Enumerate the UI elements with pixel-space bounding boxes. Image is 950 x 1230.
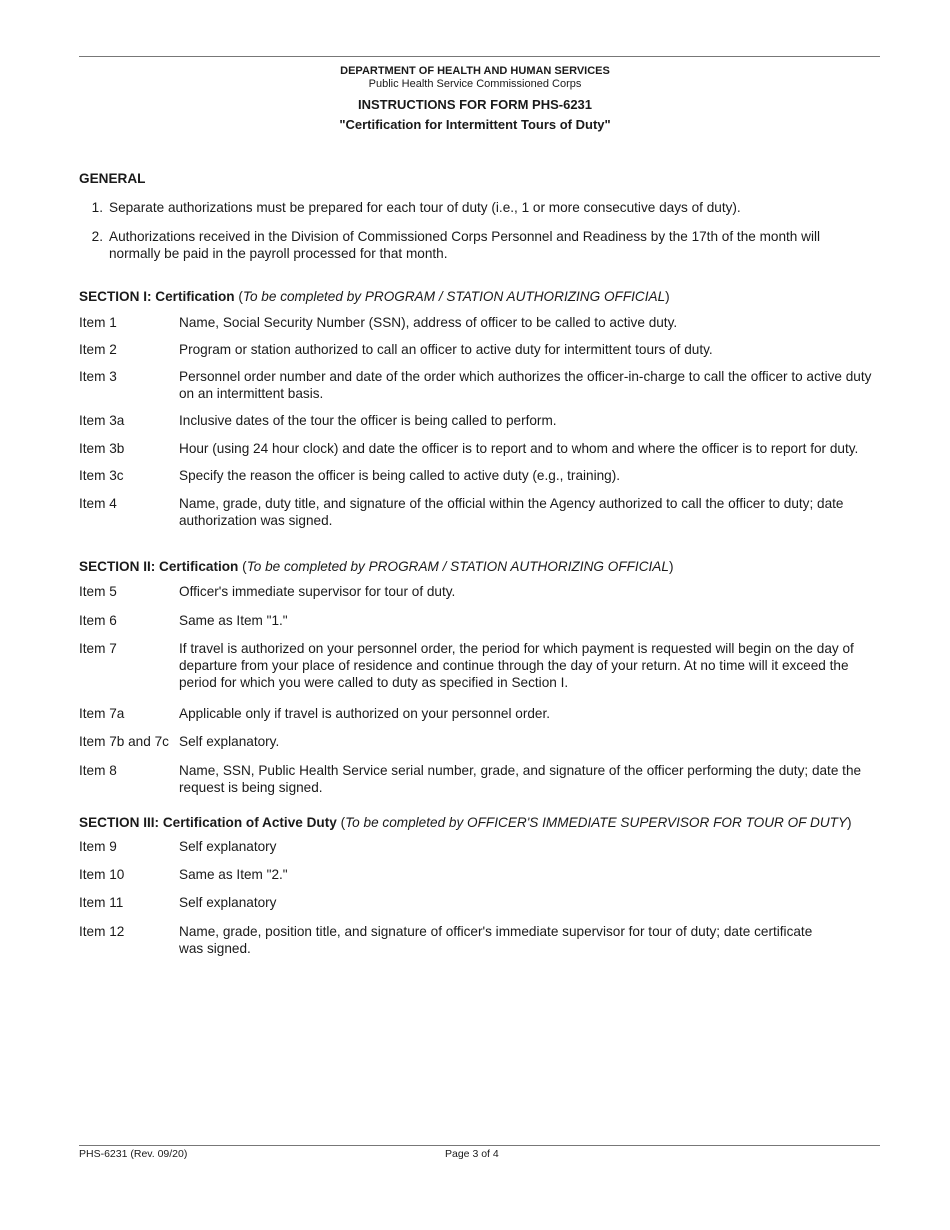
item-label: Item 7b and 7c bbox=[79, 734, 169, 749]
item-description: Personnel order number and date of the order which authorizes the officer-in-charge to call the officer to active duty on an intermittent basis. bbox=[179, 369, 872, 401]
item-description: Name, grade, duty title, and signature of the official within the Agency authorized to call the officer to duty; date authorization was signed. bbox=[179, 496, 844, 528]
item-description: Officer's immediate supervisor for tour of duty. bbox=[179, 584, 456, 599]
general-item bbox=[79, 228, 859, 262]
instruction-row bbox=[79, 467, 894, 484]
item-label: Item 11 bbox=[79, 895, 124, 910]
section-1-note: To be completed by PROGRAM / STATION AUTHORIZING OFFICIAL bbox=[242, 289, 666, 304]
item-label: Item 3c bbox=[79, 468, 124, 483]
instruction-row bbox=[79, 412, 894, 429]
form-subtitle: "Certification for Intermittent Tours of Duty" bbox=[339, 117, 611, 132]
item-label: Item 5 bbox=[79, 584, 117, 599]
item-description: Self explanatory bbox=[179, 839, 277, 854]
item-label: Item 10 bbox=[79, 867, 125, 882]
item-label: Item 4 bbox=[79, 496, 117, 511]
item-label: Item 9 bbox=[79, 839, 117, 854]
instruction-row bbox=[79, 923, 839, 957]
section-3-note: To be completed by OFFICER'S IMMEDIATE SUPERVISOR FOR TOUR OF DUTY bbox=[345, 815, 848, 830]
item-description: Same as Item "1." bbox=[179, 613, 288, 628]
instruction-row bbox=[79, 733, 894, 750]
item-description: Name, grade, position title, and signature of officer's immediate supervisor for tour of duty; date certificate was signed. bbox=[179, 924, 813, 956]
bottom-rule bbox=[79, 1145, 880, 1146]
section-1-close-paren: ) bbox=[665, 289, 670, 304]
instruction-row bbox=[79, 495, 874, 529]
section-2-note: To be completed by PROGRAM / STATION AUTHORIZING OFFICIAL bbox=[246, 559, 669, 574]
item-description: Self explanatory bbox=[179, 895, 277, 910]
instruction-row bbox=[79, 866, 894, 883]
item-label: Item 12 bbox=[79, 924, 125, 939]
item-label: Item 3 bbox=[79, 369, 117, 384]
instruction-row bbox=[79, 705, 894, 722]
form-number: PHS-6231 (Rev. 09/20) bbox=[79, 1148, 188, 1160]
item-description: Applicable only if travel is authorized on your personnel order. bbox=[179, 706, 551, 721]
item-label: Item 3a bbox=[79, 413, 125, 428]
general-item-number: 2. bbox=[91, 229, 103, 244]
instruction-row bbox=[79, 368, 874, 402]
section-1-open-paren: ( bbox=[234, 289, 243, 304]
instruction-row bbox=[79, 838, 894, 855]
agency-name: Public Health Service Commissioned Corps bbox=[368, 78, 582, 90]
page-number: Page 3 of 4 bbox=[445, 1148, 499, 1160]
section-2-open-paren: ( bbox=[238, 559, 247, 574]
item-description: Name, SSN, Public Health Service serial number, grade, and signature of the officer performing the duty; date the request is being signed. bbox=[179, 763, 862, 795]
instruction-row bbox=[79, 612, 894, 629]
instruction-row bbox=[79, 762, 869, 796]
section-3-open-paren: ( bbox=[336, 815, 346, 830]
instruction-row bbox=[79, 640, 879, 691]
item-description: Same as Item "2." bbox=[179, 867, 288, 882]
section-3-title: SECTION III: Certification of Active Duty bbox=[79, 815, 337, 830]
item-description: If travel is authorized on your personnel order, the period for which payment is requested will begin on the day of departure from your place of residence and continue through the day of your return. At no time will it exceed the period for which you were called to duty as specified in Section I. bbox=[179, 641, 854, 690]
instruction-row bbox=[79, 894, 894, 911]
general-heading: GENERAL bbox=[79, 171, 146, 186]
item-description: Name, Social Security Number (SSN), address of officer to be called to active duty. bbox=[179, 315, 678, 330]
item-description: Program or station authorized to call an officer to active duty for intermittent tours of duty. bbox=[179, 342, 713, 357]
top-rule bbox=[79, 56, 880, 57]
item-description: Specify the reason the officer is being called to active duty (e.g., training). bbox=[179, 468, 621, 483]
instruction-row bbox=[79, 583, 894, 600]
general-item-text: Separate authorizations must be prepared for each tour of duty (i.e., 1 or more consecutive days of duty). bbox=[109, 200, 741, 215]
section-3-heading bbox=[79, 814, 852, 831]
item-label: Item 3b bbox=[79, 441, 125, 456]
item-label: Item 7a bbox=[79, 706, 125, 721]
item-description: Inclusive dates of the tour the officer is being called to perform. bbox=[179, 413, 557, 428]
general-item bbox=[79, 199, 880, 216]
instruction-row bbox=[79, 341, 894, 358]
section-3-close-paren: ) bbox=[847, 815, 852, 830]
instruction-row bbox=[79, 440, 899, 457]
item-label: Item 2 bbox=[79, 342, 117, 357]
section-1-heading bbox=[79, 288, 670, 305]
item-description: Self explanatory. bbox=[179, 734, 280, 749]
section-1-title: SECTION I: Certification bbox=[79, 289, 235, 304]
general-item-number: 1. bbox=[91, 200, 103, 215]
form-header bbox=[0, 64, 950, 133]
section-2-heading bbox=[79, 558, 673, 575]
item-label: Item 8 bbox=[79, 763, 117, 778]
section-2-title: SECTION II: Certification bbox=[79, 559, 239, 574]
department-name: DEPARTMENT OF HEALTH AND HUMAN SERVICES bbox=[340, 65, 610, 77]
item-label: Item 1 bbox=[79, 315, 117, 330]
section-2-close-paren: ) bbox=[668, 559, 674, 574]
item-label: Item 7 bbox=[79, 641, 117, 656]
form-title: INSTRUCTIONS FOR FORM PHS-6231 bbox=[357, 97, 593, 112]
general-item-text: Authorizations received in the Division of Commissioned Corps Personnel and Readiness by the 17th of the month will normally be paid in the payroll processed for that month. bbox=[109, 229, 821, 261]
item-label: Item 6 bbox=[79, 613, 117, 628]
instruction-row bbox=[79, 314, 894, 331]
item-description: Hour (using 24 hour clock) and date the officer is to report and to whom and where the officer is to report for duty. bbox=[179, 441, 859, 456]
